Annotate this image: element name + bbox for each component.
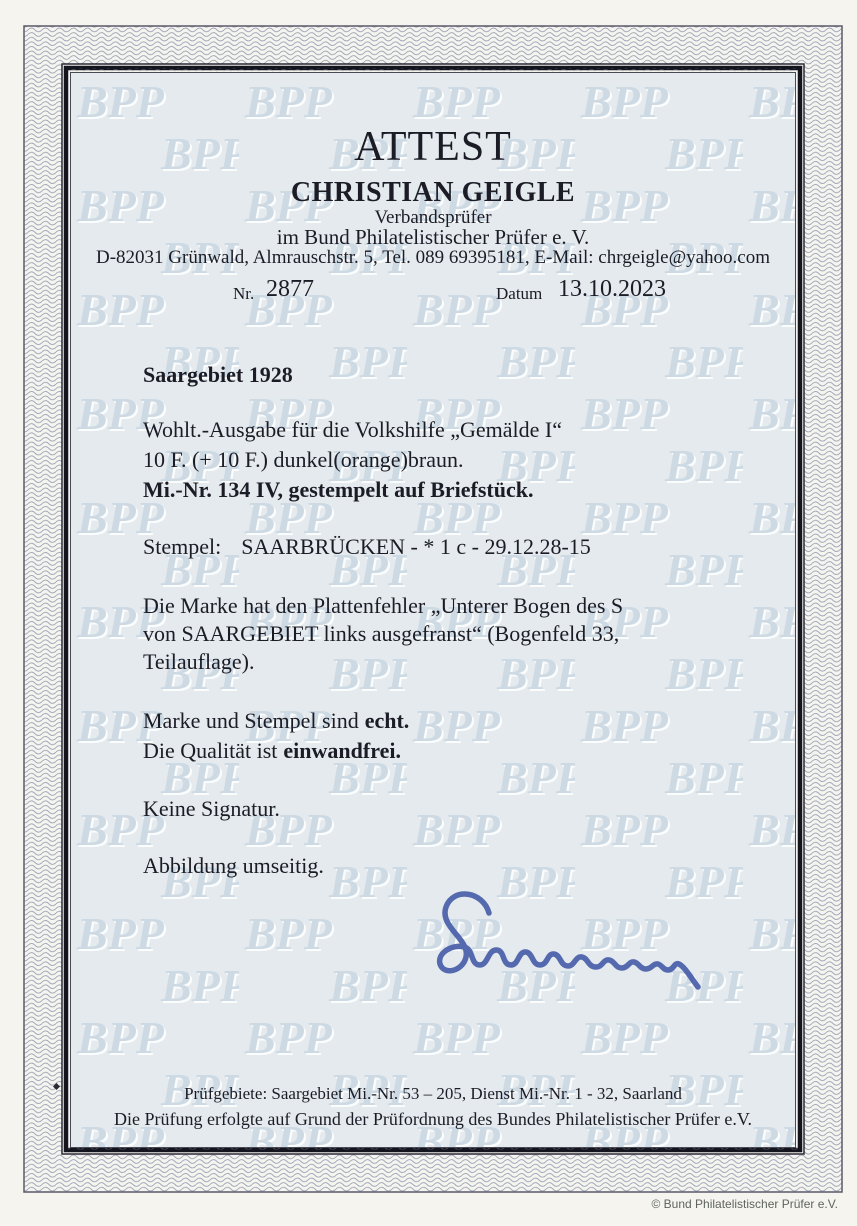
bpp-copyright: © Bund Philatelistischer Prüfer e.V. (651, 1197, 838, 1211)
quality-line (143, 736, 409, 766)
reverse-image-note: Abbildung umseitig. (143, 853, 324, 878)
issue-line: 10 F. (+ 10 F.) dunkel(orange)braun. (143, 447, 464, 472)
certificate-body (70, 72, 796, 1148)
postmark-value: SAARBRÜCKEN - * 1 c - 29.12.28-15 (241, 534, 591, 559)
examiner-association: im Bund Philatelistischer Prüfer e. V. (276, 225, 590, 249)
plate-flaw-line: Die Marke hat den Plattenfehler „Unterer Bogen des S (143, 593, 624, 618)
plate-flaw-description (143, 592, 623, 676)
examiner-address: D-82031 Grünwald, Almrauschstr. 5, Tel. 089 69395181, E-Mail: chrgeigle@yahoo.com (95, 247, 771, 268)
expertise-areas-line: Prüfgebiete: Saargebiet Mi.-Nr. 53 – 205, Dienst Mi.-Nr. 1 - 32, Saarland (184, 1084, 682, 1103)
issue-heading: Saargebiet 1928 (143, 362, 293, 387)
verdict-block (143, 706, 409, 766)
signature-note: Keine Signatur. (143, 796, 280, 821)
genuineness-verdict: echt. (364, 708, 410, 733)
certificate-date-label: Datum (496, 284, 543, 303)
examiner-signature (411, 881, 711, 996)
postmark-line (143, 532, 591, 562)
plate-flaw-line: Teilauflage). (143, 649, 255, 674)
certificate-number: 2877 (266, 276, 314, 302)
regulation-line: Die Prüfung erfolgte auf Grund der Prüfordnung des Bundes Philatelistischer Prüfer e.V. (113, 1109, 753, 1129)
examiner-name: CHRISTIAN GEIGLE (290, 177, 576, 208)
quality-prefix: Die Qualität ist (143, 738, 278, 763)
postmark-label: Stempel: (143, 534, 222, 559)
certificate-title: ATTEST (354, 124, 512, 170)
genuineness-line (143, 706, 409, 736)
certificate-number-label: Nr. (233, 284, 255, 303)
genuineness-prefix: Marke und Stempel sind (143, 708, 359, 733)
issue-description (143, 415, 562, 505)
plate-flaw-line: von SAARGEBIET links ausgefranst“ (Bogenfeld 33, (143, 621, 620, 646)
michel-number-line: Mi.-Nr. 134 IV, gestempelt auf Briefstück. (143, 477, 534, 502)
certificate-date: 13.10.2023 (558, 276, 666, 302)
quality-verdict: einwandfrei. (283, 738, 401, 763)
examiner-role: Verbandsprüfer (374, 207, 492, 228)
issue-line: Wohlt.-Ausgabe für die Volkshilfe „Gemälde I“ (143, 417, 562, 442)
